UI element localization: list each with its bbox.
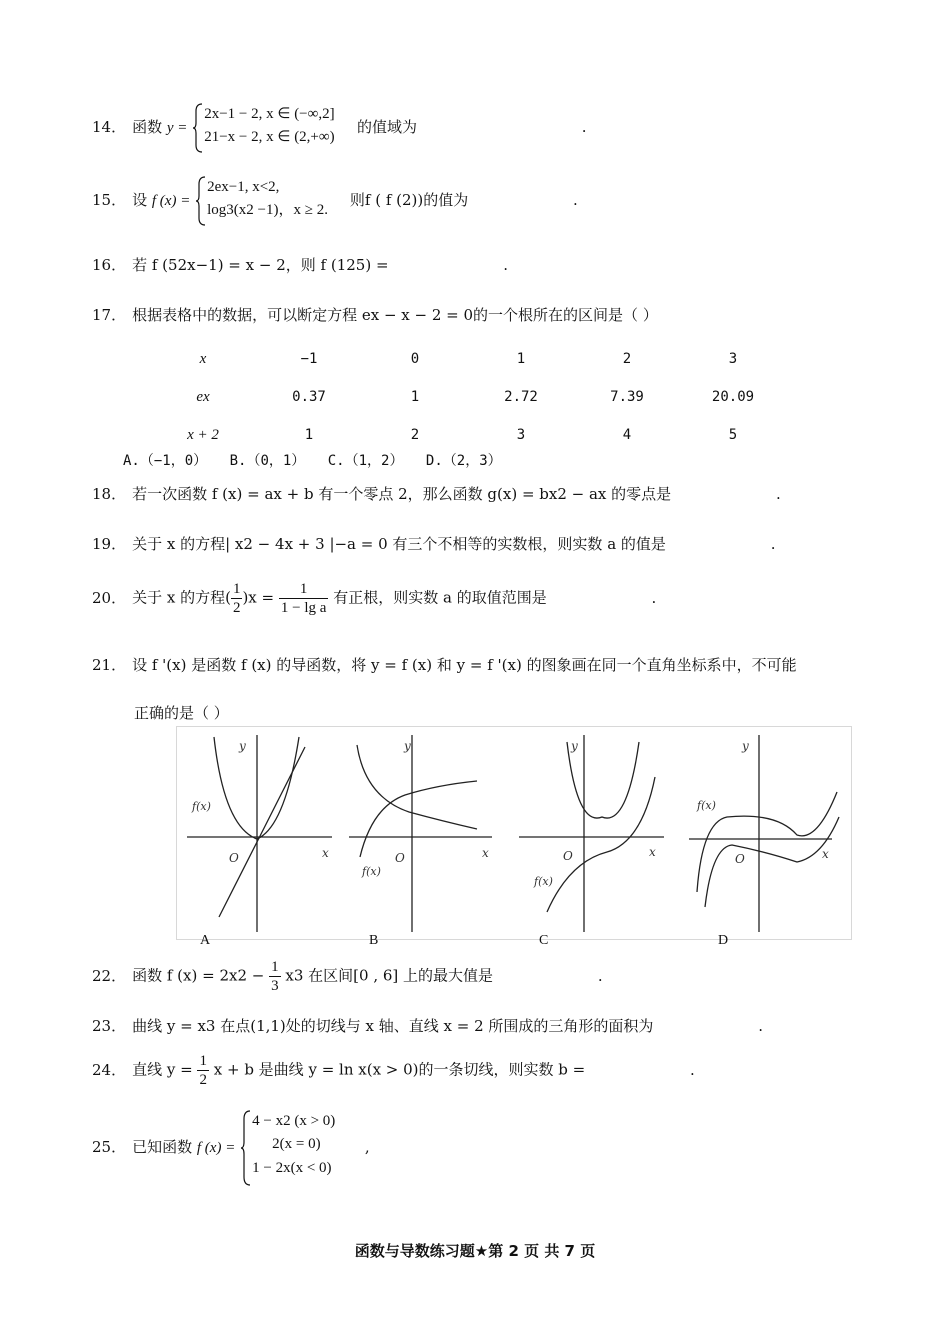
graph-c	[519, 735, 664, 932]
fraction	[269, 958, 281, 995]
question-text-tail: 则f ( f (2))的值为	[349, 191, 469, 209]
question-text-tail: 有正根，则实数 a 的取值范围是	[333, 588, 547, 607]
table-cell: 7.39	[610, 389, 644, 405]
piecewise-cases	[192, 103, 352, 153]
curve-derivative	[219, 747, 305, 917]
fraction-denominator: 1 − lg a	[280, 600, 327, 616]
graph-b	[349, 735, 492, 932]
question-text: 已知函数	[132, 1138, 193, 1156]
answer-options	[123, 450, 516, 470]
question-25	[92, 1110, 370, 1186]
option-c: C.（1，2）	[327, 453, 404, 469]
graph-label-a: A	[200, 933, 211, 948]
fraction-denominator: 2	[199, 1072, 207, 1088]
question-text: 关于 x 的方程| x2 − 4x + 3 |−a = 0 有三个不相等的实数根，则实数 a 的值是	[132, 535, 666, 553]
question-text-tail: 的值域为	[356, 118, 417, 136]
graph-a	[187, 735, 332, 932]
row-label: x + 2	[187, 426, 219, 443]
brace-icon	[195, 176, 207, 226]
piecewise-cases	[240, 1110, 360, 1186]
fraction	[279, 580, 329, 617]
question-text: 直线 y =	[132, 1060, 193, 1079]
question-18	[92, 487, 781, 502]
answer-blank-end: .	[690, 1060, 695, 1079]
question-number: 16．	[92, 256, 127, 274]
origin-label: O	[735, 852, 745, 866]
graph-figure	[176, 726, 852, 940]
table-cell: 0.37	[292, 389, 326, 405]
table-cell: 1	[516, 351, 526, 367]
answer-blank-end: .	[775, 485, 781, 503]
case-2: 2(x = 0)	[272, 1136, 321, 1153]
table-cell: 3	[728, 351, 738, 367]
question-20	[92, 580, 656, 617]
question-22	[92, 958, 603, 995]
function-lhs: f (x) =	[196, 1140, 236, 1156]
table-cell: −1	[300, 351, 318, 367]
question-number: 23．	[92, 1017, 127, 1035]
row-label: ex	[196, 388, 210, 405]
question-text: 曲线 y = x3 在点(1,1)处的切线与 x 轴、直线 x = 2 所围成的三角形的面积为	[132, 1017, 654, 1035]
question-text-tail: x + b 是曲线 y = ln x(x > 0)的一条切线，则实数 b =	[213, 1060, 586, 1079]
curve-derivative	[567, 742, 639, 818]
curve-derivative	[357, 745, 477, 829]
function-lhs: y =	[166, 120, 188, 136]
axis-label-x: x	[322, 846, 329, 860]
piecewise-cases	[195, 176, 345, 226]
answer-blank-end: .	[581, 118, 587, 136]
fraction-numerator: 1	[271, 959, 279, 975]
question-number: 25．	[92, 1138, 127, 1156]
option-b: B.（0，1）	[229, 453, 306, 469]
graphs-svg	[177, 727, 851, 939]
question-number: 17．	[92, 306, 127, 324]
answer-blank-end: .	[597, 966, 603, 985]
question-text: 根据表格中的数据，可以断定方程 ex − x − 2 = 0的一个根所在的区间是（ ）	[132, 306, 658, 324]
question-23	[92, 1019, 763, 1034]
case-2: 21−x − 2, x ∈ (2,+∞)	[204, 129, 335, 146]
case-2: log3(x2 −1)，x ≥ 2.	[207, 202, 328, 219]
case-3: 1 − 2x(x < 0)	[252, 1159, 332, 1176]
question-number: 21．	[92, 656, 127, 674]
table-cell: 1	[304, 427, 314, 443]
answer-blank-end: .	[503, 256, 509, 274]
curve-fx	[547, 777, 655, 912]
question-21-line2	[134, 706, 229, 721]
function-lhs: f (x) =	[151, 193, 191, 209]
question-text: 函数 f (x) = 2x2 −	[132, 966, 265, 985]
table-row	[150, 340, 786, 378]
table-cell: 5	[728, 427, 738, 443]
fraction-numerator: 1	[279, 580, 329, 599]
answer-blank-end: .	[573, 191, 578, 209]
graph-d	[689, 735, 839, 932]
axis-label-y: y	[571, 739, 578, 753]
table-cell: 20.09	[711, 389, 755, 405]
table-row	[150, 378, 786, 416]
answer-blank-end: .	[651, 588, 657, 607]
graph-label-b: B	[369, 933, 379, 948]
table-row	[150, 416, 786, 454]
question-text-tail: ,	[364, 1138, 370, 1156]
table-cell: 0	[410, 351, 420, 367]
axis-label-x: x	[649, 845, 656, 859]
function-label: f(x)	[534, 875, 553, 888]
table-cell: 4	[622, 427, 632, 443]
table-cell: 2	[622, 351, 632, 367]
axis-label-x: x	[822, 847, 829, 861]
case-1: 2x−1 − 2, x ∈ (−∞,2]	[204, 106, 335, 122]
graph-label-d: D	[718, 933, 729, 948]
question-number: 19．	[92, 535, 127, 553]
question-24	[92, 1052, 695, 1089]
function-label: f(x)	[362, 865, 381, 878]
origin-label: O	[395, 851, 405, 865]
question-number: 22．	[92, 966, 127, 985]
origin-label: O	[229, 851, 239, 865]
axis-label-y: y	[239, 739, 246, 753]
question-text: 函数	[132, 118, 163, 136]
question-15	[92, 176, 578, 226]
question-text-tail: x3 在区间[0 , 6] 上的最大值是	[285, 966, 494, 985]
graph-label-c: C	[539, 933, 549, 948]
table-cell: 2	[410, 427, 420, 443]
question-17	[92, 308, 658, 323]
fraction-numerator: 1	[199, 1053, 207, 1069]
case-1: 4 − x2 (x > 0)	[252, 1113, 336, 1129]
question-number: 20．	[92, 588, 127, 607]
brace-icon	[240, 1110, 252, 1186]
curve-fx	[697, 792, 837, 892]
case-1: 2ex−1, x<2,	[207, 179, 280, 195]
page-footer: 函数与导数练习题★第 2 页 共 7 页	[354, 1242, 596, 1260]
axis-label-x: x	[482, 846, 489, 860]
table-cell: 2.72	[504, 389, 538, 405]
curve-derivative	[705, 817, 839, 907]
question-16	[92, 258, 508, 273]
question-text-mid: )x =	[242, 588, 275, 607]
option-a: A.（−1，0）	[123, 453, 208, 469]
function-label: f(x)	[192, 800, 211, 813]
answer-blank-end: .	[758, 1017, 763, 1035]
table-cell: 3	[516, 427, 526, 443]
question-text: 若一次函数 f (x) = ax + b 有一个零点 2，那么函数 g(x) = bx2 − ax 的零点是	[132, 485, 672, 503]
question-text: 若 f (52x−1) = x − 2，则 f (125) =	[132, 256, 389, 274]
axis-label-y: y	[404, 739, 411, 753]
question-number: 15．	[92, 191, 127, 209]
question-text: 设 f '(x) 是函数 f (x) 的导函数，将 y = f (x) 和 y = f '(x) 的图象画在同一个直角坐标系中，不可能	[132, 656, 797, 674]
origin-label: O	[563, 849, 573, 863]
fraction	[197, 1052, 209, 1089]
question-text: 关于 x 的方程(	[132, 588, 231, 607]
table-cell: 1	[410, 389, 420, 405]
row-label: x	[199, 350, 207, 367]
question-number: 18．	[92, 485, 127, 503]
question-14	[92, 103, 587, 153]
question-text: 正确的是（ ）	[134, 704, 229, 722]
brace-icon	[192, 103, 204, 153]
answer-blank-end: .	[770, 535, 776, 553]
values-table	[150, 340, 786, 454]
fraction-denominator: 3	[271, 978, 279, 994]
fraction-numerator: 1	[232, 581, 241, 597]
fraction-denominator: 2	[232, 600, 241, 616]
axis-label-y: y	[742, 739, 749, 753]
option-d: D.（2，3）	[425, 453, 502, 469]
question-text: 设	[132, 191, 148, 209]
question-number: 14．	[92, 118, 127, 136]
question-21	[92, 658, 797, 673]
function-label: f(x)	[697, 799, 716, 812]
question-number: 24．	[92, 1060, 127, 1079]
fraction	[231, 580, 243, 617]
question-19	[92, 537, 775, 552]
